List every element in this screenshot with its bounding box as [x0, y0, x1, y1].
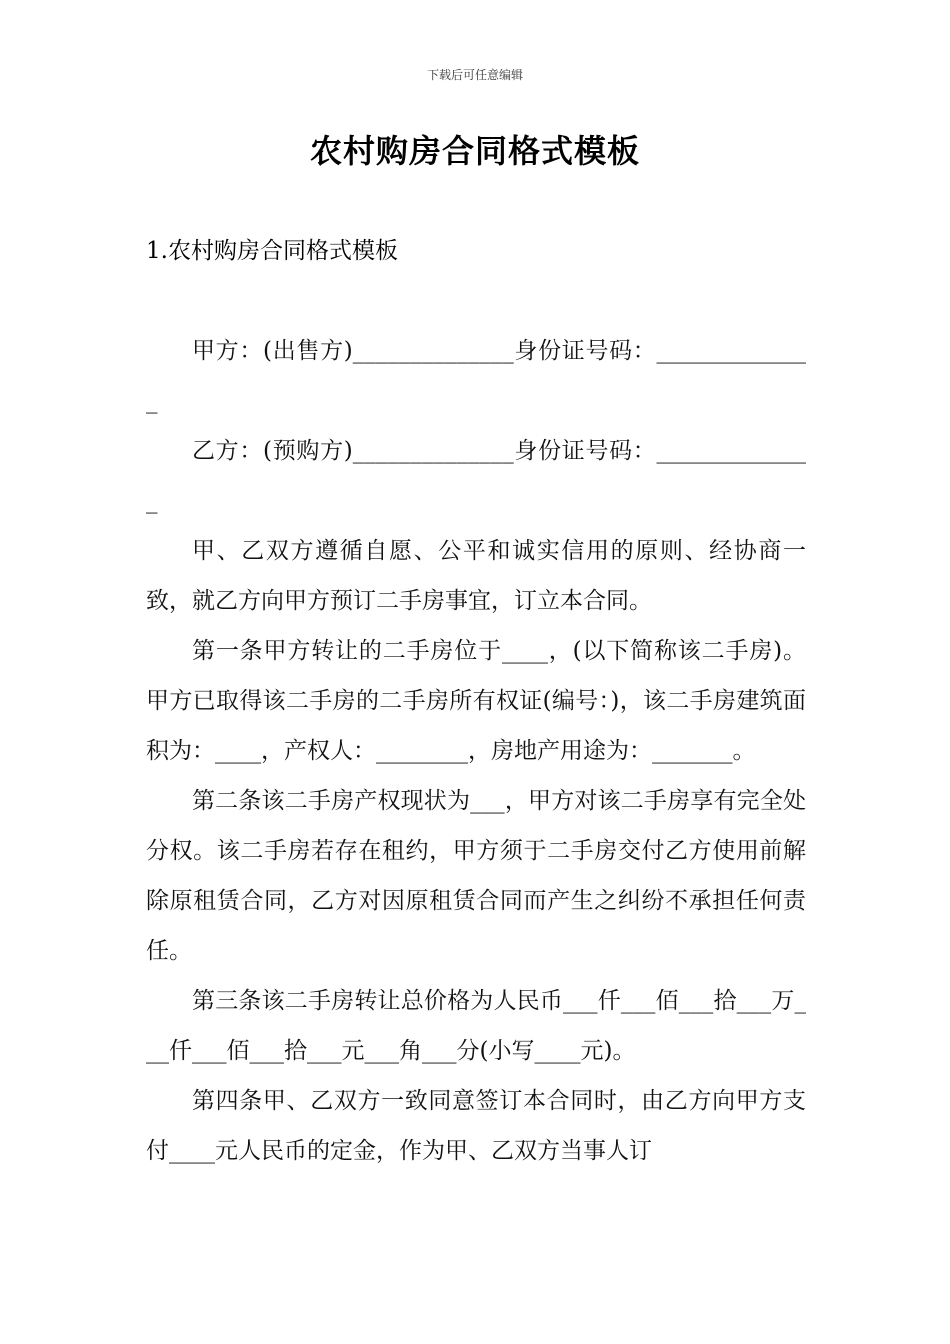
- party-b-line: 乙方：(预购方)______________身份证号码：______________: [146, 438, 806, 514]
- document-title: 农村购房合同格式模板: [309, 132, 640, 170]
- header-note: 下载后可任意编辑: [426, 68, 523, 82]
- article-2-paragraph: 第二条该二手房产权现状为___，甲方对该二手房享有完全处分权。该二手房若存在租约，甲方须于二手房交付乙方使用前解除原租赁合同，乙方对因原租赁合同而产生之纠纷不承担任何责任。: [146, 788, 806, 964]
- party-a-line: 甲方：(出售方)______________身份证号码：______________: [146, 338, 806, 414]
- section-heading: 1.农村购房合同格式模板: [146, 238, 398, 264]
- preamble-paragraph: 甲、乙双方遵循自愿、公平和诚实信用的原则、经协商一致，就乙方向甲方预订二手房事宜，订立本合同。: [146, 538, 806, 614]
- document-body: [146, 326, 806, 1176]
- article-3-paragraph: 第三条该二手房转让总价格为人民币___仟___佰___拾___万___仟___佰___拾___元___角___分(小写____元)。: [146, 988, 806, 1064]
- article-1-paragraph: 第一条甲方转让的二手房位于____，(以下简称该二手房)。甲方已取得该二手房的二手房所有权证(编号：)，该二手房建筑面积为：____，产权人：________，房地产用途为：_______。: [146, 638, 806, 764]
- article-4-paragraph: 第四条甲、乙双方一致同意签订本合同时，由乙方向甲方支付____元人民币的定金，作为甲、乙双方当事人订: [146, 1088, 806, 1164]
